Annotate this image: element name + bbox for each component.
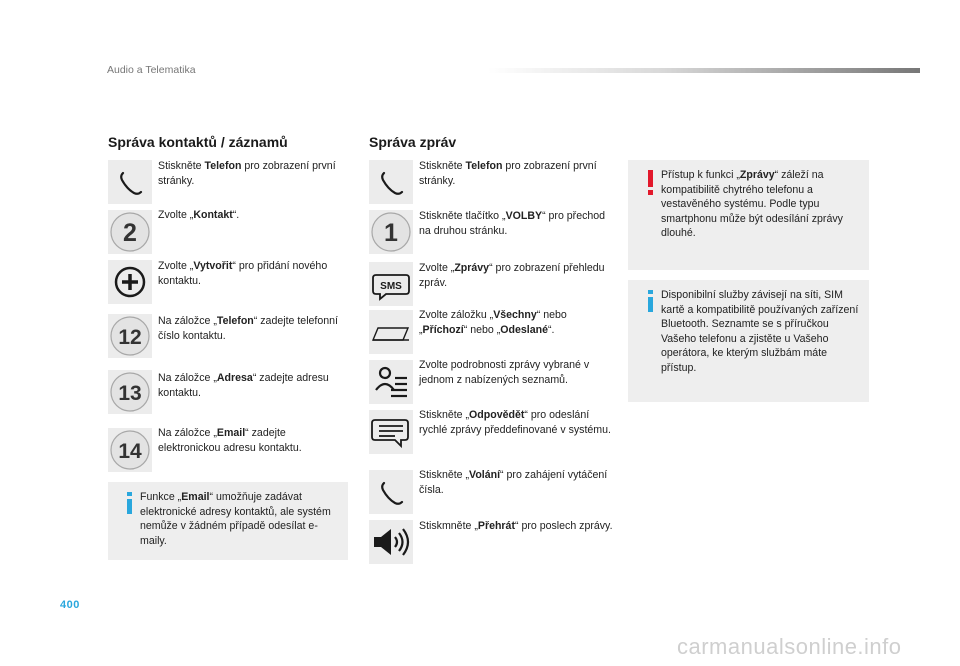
contacts-info-note xyxy=(108,482,348,560)
messages-step-4: Zvolte záložku „Všechny“ nebo „Příchozí“ nebo „Odeslané“. xyxy=(419,309,567,336)
plus-circle-icon xyxy=(108,260,152,304)
phone-handset-icon xyxy=(108,160,152,204)
messages-warning-note xyxy=(628,160,869,270)
messages-step-3: Zvolte „Zprávy“ pro zobrazení přehledu zpráv. xyxy=(419,262,605,289)
messages-step-7: Stiskněte „Volání“ pro zahájení vytáčení čísla. xyxy=(419,469,608,496)
speaker-icon xyxy=(369,520,413,564)
contacts-step-3: Zvolte „Vytvořit“ pro přidání nového kontaktu. xyxy=(158,260,328,287)
number-14-icon xyxy=(108,428,152,472)
svg-text:13: 13 xyxy=(118,382,142,405)
contacts-step-1: Stiskněte Telefon pro zobrazení první stránky. xyxy=(158,160,336,187)
header-rule xyxy=(488,68,920,73)
messages-warning-text: Přístup k funkci „Zprávy“ záleží na kompatibilitě chytrého telefonu a vestavěného systému. Podle typu smartphonu může být odesílání zprávy dlouhé. xyxy=(661,169,843,239)
messages-info-text: Disponibilní služby závisejí na síti, SIM kartě a kompatibilitě používaných zařízení Bluetooth. Seznamte se s příručkou Vašeho telefonu a zjistěte u Vašeho operátora, ke kterým službám máte přístup. xyxy=(661,289,859,374)
messages-heading: Správa zpráv xyxy=(369,134,457,150)
phone-handset-icon-2 xyxy=(369,160,413,204)
messages-step-1: Stiskněte Telefon pro zobrazení první stránky. xyxy=(419,160,597,187)
number-12-icon xyxy=(108,314,152,358)
warning-icon xyxy=(638,168,662,196)
contacts-step-2: Zvolte „Kontakt“. xyxy=(158,209,240,221)
svg-text:14: 14 xyxy=(118,440,142,463)
number-13-icon xyxy=(108,370,152,414)
number-2-icon xyxy=(108,210,152,254)
contacts-step-4: Na záložce „Telefon“ zadejte telefonní číslo kontaktu. xyxy=(158,315,338,342)
messages-step-8: Stiskmněte „Přehrát“ pro poslech zprávy. xyxy=(419,520,613,532)
contact-details-icon xyxy=(369,360,413,404)
messages-step-2: Stiskněte tlačítko „VOLBY“ pro přechod na druhou stránku. xyxy=(419,210,606,237)
page-number: 400 xyxy=(60,599,80,611)
svg-text:1: 1 xyxy=(384,219,398,247)
watermark: carmanualsonline.info xyxy=(677,634,902,659)
contacts-info-text: Funkce „Email“ umožňuje zadávat elektronické adresy kontaktů, ale systém nemůže v žádném případě odesílat e-maily. xyxy=(140,491,331,547)
tab-icon xyxy=(369,310,413,354)
svg-text:SMS: SMS xyxy=(380,281,402,292)
section-title: Audio a Telematika xyxy=(107,64,196,76)
info-icon-2 xyxy=(638,288,662,314)
contacts-step-6: Na záložce „Email“ zadejte elektronickou adresu kontaktu. xyxy=(158,427,302,454)
messages-step-6: Stiskněte „Odpovědět“ pro odeslání rychlé zprávy předdefinované v systému. xyxy=(419,409,611,436)
svg-text:12: 12 xyxy=(118,326,142,349)
svg-text:2: 2 xyxy=(123,219,137,247)
info-icon xyxy=(118,490,142,516)
messages-step-5: Zvolte podrobnosti zprávy vybrané v jednom z nabízených seznamů. xyxy=(419,359,590,386)
contacts-heading: Správa kontaktů / záznamů xyxy=(108,134,288,150)
phone-handset-icon-3 xyxy=(369,470,413,514)
number-1-icon xyxy=(369,210,413,254)
sms-bubble-icon xyxy=(369,262,413,306)
contacts-step-5: Na záložce „Adresa“ zadejte adresu kontaktu. xyxy=(158,372,329,399)
message-reply-icon xyxy=(369,410,413,454)
messages-info-note xyxy=(628,280,869,402)
